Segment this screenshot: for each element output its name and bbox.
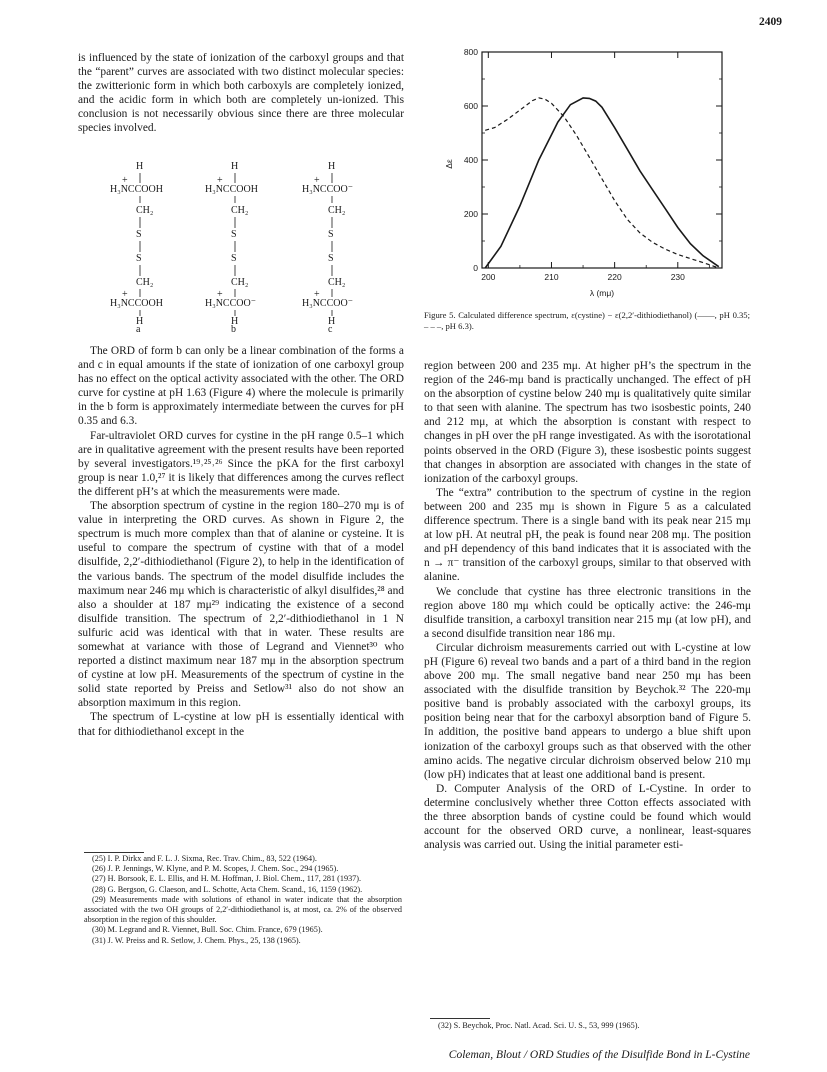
x-axis-label: λ (mμ) bbox=[589, 288, 615, 298]
y-tick-label: 200 bbox=[463, 209, 478, 219]
reference: (27) H. Borsook, E. L. Ellis, and H. M. Hoffman, J. Biol. Chem., 117, 281 (1937). bbox=[92, 874, 362, 884]
reference: (32) S. Beychok, Proc. Natl. Acad. Sci. U. S., 53, 999 (1965). bbox=[438, 1021, 640, 1030]
structure-s1: S bbox=[328, 229, 334, 240]
paragraph: D. Computer Analysis of the ORD of L-Cystine. In order to determine conclusively whether three Cotton effects associated with the three absorption bands of cystine could be found which would account for the observed ORD curve, a nonlinear, least-squares analysis was carried out. Using the initial parameter esti- bbox=[424, 782, 751, 852]
y-tick-label: 800 bbox=[463, 47, 478, 57]
structure-bottom: H₃NCCOO⁻ bbox=[205, 298, 256, 309]
paragraph: region between 200 and 235 mμ. At higher pH’s the spectrum in the region of the 246-mμ band is practically unchanged. The effect of pH on the absorption of cystine below 240 mμ is qualitatively quite similar to that seen with alanine. The spectrum has two isosbestic points, 240 and 212 mμ, at which the absorption is constant with respect to changes in pH over the pH range investigated. As with the isorotational points observed in the ORD (Figure 3), these isosbestic points suggest that changes in absorption are associated with changes in the state of ionization of the carboxyl groups. bbox=[424, 360, 751, 485]
structure-ch-bot: CH₂ bbox=[136, 277, 154, 288]
structure-top: H₃NCCOOH bbox=[205, 184, 258, 195]
right-references bbox=[430, 1021, 750, 1031]
footnote-rule bbox=[430, 1018, 490, 1019]
series-line-ph-6.3 bbox=[485, 98, 719, 268]
structure-ch-top: CH₂ bbox=[136, 205, 154, 216]
plus-charge: + bbox=[217, 289, 223, 300]
left-column-body bbox=[78, 344, 404, 739]
x-tick-label: 230 bbox=[670, 272, 685, 282]
plot-frame bbox=[482, 52, 722, 268]
structure-h-top: H bbox=[328, 161, 336, 172]
structure-h-bot: H bbox=[328, 316, 336, 327]
plus-charge: + bbox=[314, 289, 320, 300]
structure-a bbox=[110, 161, 163, 335]
structure-h-bot: H bbox=[231, 316, 239, 327]
structure-ch-top: CH₂ bbox=[328, 205, 346, 216]
paragraph: The ORD of form b can only be a linear combination of the forms a and c in equal amounts if the state of ionization of one carboxyl group has no effect on the optical activity associated with the other. The ORD curve for cystine at pH 1.63 (Figure 4) where the molecule is primarily in the b form is approximately intermediate between the curves for pH 0.35 and 6.3. bbox=[78, 345, 404, 428]
paragraph: The “extra” contribution to the spectrum of cystine in the region between 200 and 235 mμ is shown in Figure 5 as a calculated difference spectrum. There is a single band with its peak near 215 mμ at low pH. At neutral pH, the peak is found near 208 mμ. The position and pH dependency of this band indicates that it is associated with the n → π⁻ transition of the carboxyl groups, similar to that observed with alanine. bbox=[424, 486, 751, 584]
running-footer: Coleman, Blout / ORD Studies of the Disulfide Bond in L-Cystine bbox=[448, 1049, 750, 1061]
structure-label: a bbox=[136, 324, 141, 335]
plus-charge: + bbox=[122, 289, 128, 300]
structure-b bbox=[205, 161, 258, 335]
paragraph: We conclude that cystine has three electronic transitions in the region above 180 mμ which could be optically active: the 246-mμ disulfide transition, a carboxyl transition near 215 mμ (at low pH), and a second disulfide transition near 186 mμ. bbox=[424, 585, 751, 640]
reference: (26) J. P. Jennings, W. Klyne, and P. M. Scopes, J. Chem. Soc., 294 (1965). bbox=[92, 864, 339, 874]
figure-5-difference-spectrum bbox=[430, 42, 760, 304]
y-tick-label: 0 bbox=[473, 263, 478, 273]
reference: (25) I. P. Dirkx and F. L. J. Sixma, Rec. Trav. Chim., 83, 522 (1964). bbox=[92, 854, 317, 863]
structure-h-top: H bbox=[136, 161, 144, 172]
footnote-rule bbox=[84, 852, 144, 853]
structure-s1: S bbox=[136, 229, 142, 240]
x-tick-label: 200 bbox=[481, 272, 496, 282]
plus-charge: + bbox=[314, 175, 320, 186]
structure-ch-top: CH₂ bbox=[231, 205, 249, 216]
page-number: 2409 bbox=[759, 16, 782, 28]
plus-charge: + bbox=[122, 175, 128, 186]
y-axis-label: Δε bbox=[444, 159, 454, 169]
structure-s2: S bbox=[328, 253, 334, 264]
reference: (30) M. Legrand and R. Viennet, Bull. Soc. Chim. France, 679 (1965). bbox=[92, 925, 323, 935]
structure-ch-bot: CH₂ bbox=[328, 277, 346, 288]
structure-s2: S bbox=[136, 253, 142, 264]
x-tick-label: 220 bbox=[607, 272, 622, 282]
paragraph: Far-ultraviolet ORD curves for cystine in the pH range 0.5–1 which are in qualitative agreement with the present results have been reported by several investigators.¹⁹˒²⁵˒²⁶ Since the pKA for the first carboxyl group is near 1.0,²⁷ it is likely that differences among the curves reflect the different pH’s at which the measurements were made. bbox=[78, 429, 404, 498]
x-tick-label: 210 bbox=[544, 272, 559, 282]
right-column-body bbox=[424, 359, 751, 852]
figure-caption: Figure 5. Calculated difference spectrum, ε(cystine) − ε(2,2′-dithiodiethanol) (——, pH 0.35; – – –, pH 6.3). bbox=[424, 310, 750, 331]
reference: (31) J. W. Preiss and R. Setlow, J. Chem. Phys., 25, 138 (1965). bbox=[92, 935, 301, 945]
structure-bottom: H₃NCCOOH bbox=[110, 298, 163, 309]
structure-s2: S bbox=[231, 253, 237, 264]
structure-bottom: H₃NCCOO⁻ bbox=[302, 298, 353, 309]
paragraph: is influenced by the state of ionization of the carboxyl groups and that the “parent” curves are associated with two distinct molecular species: the zwitterionic form in which both carboxyls are completely ionized, and the acidic form in which both are completely un-ionized. This conclusion is not necessarily obvious since there are three molecular species involved. bbox=[78, 52, 404, 135]
series-line-ph-0.35 bbox=[485, 98, 719, 268]
structure-top: H₃NCCOO⁻ bbox=[302, 184, 353, 195]
structure-h-top: H bbox=[231, 161, 239, 172]
structure-label: b bbox=[231, 324, 236, 335]
reference: (28) G. Bergson, G. Claeson, and L. Schotte, Acta Chem. Scand., 16, 1159 (1962). bbox=[92, 884, 363, 894]
structure-top: H₃NCCOOH bbox=[110, 184, 163, 195]
plus-charge: + bbox=[217, 175, 223, 186]
y-tick-label: 400 bbox=[463, 155, 478, 165]
paragraph: Circular dichroism measurements carried out with L-cystine at low pH (Figure 6) reveal two bands and a part of a third band in the region above 200 mμ. The small negative band near 250 mμ has been associated with the disulfide transition by Beychok.³² The 220-mμ positive band is probably associated with the carboxyl groups, its position being near that for the carboxyl absorption band of Figure 5. In addition, the positive band appears to undergo a blue shift upon ionization of the carboxyl groups such as that observed with the other amino acids. The negative circular dichroism observed below 210 mμ (low pH) indicates that at least one additional band is present. bbox=[424, 641, 751, 781]
left-column-intro bbox=[78, 51, 404, 136]
reference: (29) Measurements made with solutions of ethanol in water indicate that the absorption associated with the two OH groups of 2,2′-dithiodiethanol is, at most, ca. 2% of the observed absorption in the region of this shoulder. bbox=[84, 894, 402, 925]
structure-ch-bot: CH₂ bbox=[231, 277, 249, 288]
paragraph: The absorption spectrum of cystine in the region 180–270 mμ is of value in interpreting the ORD curves. As shown in Figure 2, the spectrum is much more complex than that of alanine or cysteine. It is useful to compare the spectrum of cystine with that of a model disulfide, 2,2′-dithiodiethanol (Figure 2), to help in the identification of the various bands. The spectrum of the model disulfide includes the maximum near 246 mμ which is characteristic of alkyl disulfides,²⁸ and also a shoulder at 187 mμ²⁹ indicating the existence of a second disulfide transition. The spectrum of 2,2′-dithiodiethanol in 1 N sulfuric acid was identical with that in water. These results are somewhat at variance with those of Legrand and Viennet³⁰ who reported a distinct maximum near 187 mμ in the absorption spectrum of cystine at low pH. Measurements of the spectrum of cystine in the solid state reported by Preiss and Setlow³¹ also do not show an absorption maximum in this region. bbox=[78, 500, 404, 710]
structure-label: c bbox=[328, 324, 333, 335]
y-tick-label: 600 bbox=[463, 101, 478, 111]
structure-c bbox=[302, 161, 353, 335]
structure-h-bot: H bbox=[136, 316, 144, 327]
left-references bbox=[84, 854, 402, 946]
structure-s1: S bbox=[231, 229, 237, 240]
paragraph: The spectrum of L-cystine at low pH is essentially identical with that for dithiodiethanol except in the bbox=[78, 711, 404, 738]
cystine-ionization-structures bbox=[100, 160, 380, 335]
